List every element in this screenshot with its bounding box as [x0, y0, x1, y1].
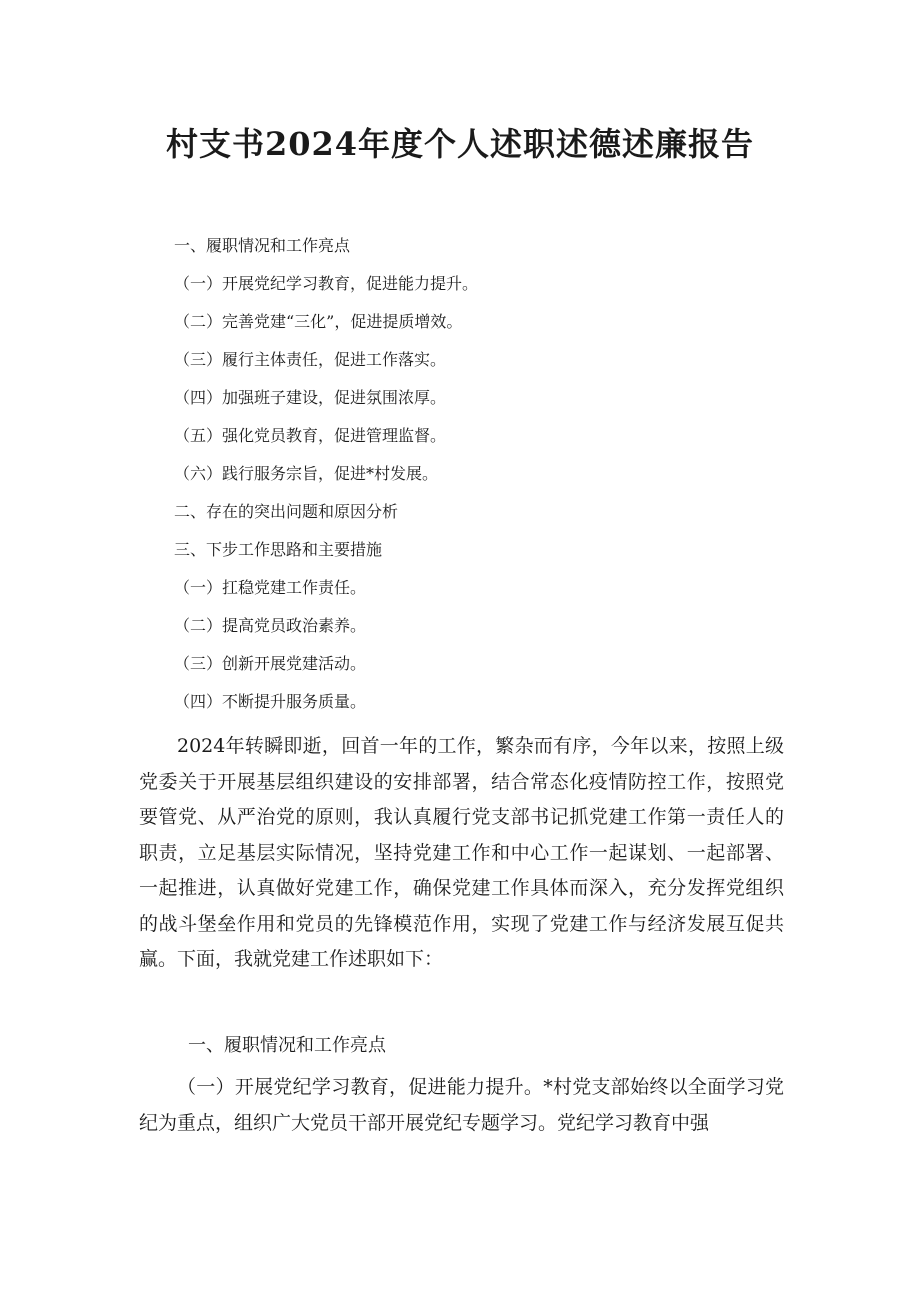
outline-item: （五）强化党员教育，促进管理监督。 — [174, 426, 447, 445]
section-paragraph: （一）开展党纪学习教育，促进能力提升。*村党支部始终以全面学习党纪为重点，组织广大党员干部开展党纪专题学习。党纪学习教育中强 — [139, 1076, 784, 1134]
outline-item: （一）扛稳党建工作责任。 — [174, 578, 367, 597]
section-heading: 一、履职情况和工作亮点 — [188, 1035, 386, 1056]
outline-item: 三、下步工作思路和主要措施 — [174, 540, 383, 559]
outline-item: （二）完善党建“三化”，促进提质增效。 — [174, 312, 463, 331]
document-title: 村支书2024年度个人述职述德述廉报告 — [165, 125, 755, 164]
outline-item: （六）践行服务宗旨，促进*村发展。 — [174, 464, 439, 483]
outline-item: （四）不断提升服务质量。 — [174, 692, 367, 711]
outline-item: （三）履行主体责任，促进工作落实。 — [174, 350, 447, 369]
outline-item: （四）加强班子建设，促进氛围浓厚。 — [174, 388, 447, 407]
outline-item: （三）创新开展党建活动。 — [174, 654, 367, 673]
outline-item: 二、存在的突出问题和原因分析 — [174, 502, 399, 521]
outline-item: （一）开展党纪学习教育，促进能力提升。 — [174, 274, 479, 293]
outline-list — [174, 234, 814, 728]
intro-paragraph: 2024年转瞬即逝，回首一年的工作，繁杂而有序，今年以来，按照上级党委关于开展基层组织建设的安排部署，结合常态化疫情防控工作，按照党要管党、从严治党的原则，我认真履行党支部书记抓党建工作第一责任人的职责，立足基层实际情况，坚持党建工作和中心工作一起谋划、一起部署、一起推进，认真做好党建工作，确保党建工作具体而深入，充分发挥党组织的战斗堡垒作用和党员的先锋模范作用，实现了党建工作与经济发展互促共赢。下面，我就党建工作述职如下： — [139, 735, 784, 970]
outline-item: 一、履职情况和工作亮点 — [174, 236, 351, 255]
outline-item: （二）提高党员政治素养。 — [174, 616, 367, 635]
